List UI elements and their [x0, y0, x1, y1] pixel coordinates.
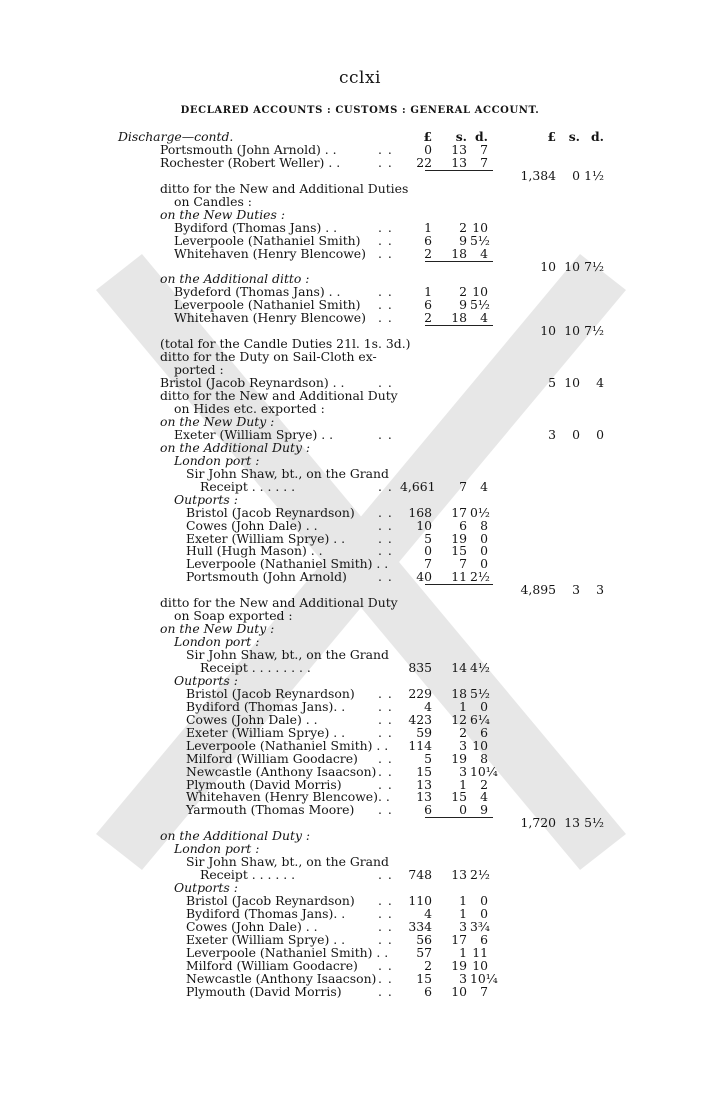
- item-amount-shillings: 2: [459, 284, 467, 300]
- ledger-line: [0, 726, 720, 739]
- line-label: Plymouth (David Morris): [186, 983, 342, 999]
- ledger-line: [0, 985, 720, 998]
- line-label: Outports :: [174, 491, 238, 507]
- ledger-line: [0, 713, 720, 726]
- ledger-line: [0, 609, 720, 622]
- item-amount-pence: 2½: [470, 569, 490, 585]
- leader-dots: . .: [378, 957, 393, 973]
- item-amount-shillings: 13: [451, 867, 467, 883]
- line-label: Milford (William Goodacre): [186, 957, 358, 973]
- item-amount-pence: 6: [480, 724, 488, 740]
- item-amount-pounds: 748: [408, 867, 432, 883]
- ledger-line: [0, 208, 720, 221]
- item-amount-pounds: 110: [408, 893, 432, 908]
- item-amount-pence: 5½: [470, 232, 490, 248]
- line-label: Bydeford (Thomas Jans) . .: [174, 284, 341, 300]
- item-amount-pence: 10: [472, 219, 488, 235]
- item-amount-pounds: 22: [416, 154, 432, 170]
- item-amount-pounds: 57: [416, 944, 432, 960]
- item-amount-pence: 7: [480, 141, 488, 157]
- line-label: Whitehaven (Henry Blencowe): [174, 245, 366, 261]
- item-amount-shillings: 19: [451, 750, 467, 766]
- leader-dots: . .: [378, 724, 393, 740]
- item-amount-pounds: 0: [424, 141, 432, 157]
- ledger-line: [0, 790, 720, 803]
- ledger-line: [0, 402, 720, 415]
- item-amount-shillings: 10: [451, 983, 467, 999]
- line-label: Leverpoole (Nathaniel Smith) . .: [186, 556, 389, 572]
- item-amount-pence: 2: [480, 776, 488, 792]
- leader-dots: . .: [378, 284, 393, 300]
- line-label: on the New Duties :: [160, 206, 285, 222]
- item-amount-pence: 0: [480, 906, 488, 921]
- item-amount-shillings: 1: [459, 893, 467, 908]
- line-label: Leverpoole (Nathaniel Smith): [174, 297, 361, 313]
- ledger-line: [0, 570, 720, 583]
- ledger-line: [0, 467, 720, 480]
- ledger-line: [0, 946, 720, 959]
- leader-dots: . .: [378, 983, 393, 999]
- ledger-line: [0, 765, 720, 778]
- item-amount-pounds: £: [423, 129, 432, 144]
- item-amount-pounds: 15: [416, 763, 432, 779]
- leader-dots: . .: [378, 504, 393, 520]
- ledger-line: [0, 829, 720, 842]
- ledger-line: [0, 415, 720, 428]
- line-label: Portsmouth (John Arnold) . .: [160, 141, 337, 157]
- ledger-line: [0, 363, 720, 376]
- subtotal-amount-pounds: 1,384: [520, 167, 556, 183]
- ledger-line: [0, 648, 720, 661]
- item-amount-shillings: 15: [451, 543, 467, 559]
- item-amount-shillings: 17: [451, 504, 467, 520]
- leader-dots: . .: [378, 893, 393, 908]
- item-amount-pounds: 1: [424, 284, 432, 300]
- ledger-line: [0, 959, 720, 972]
- ledger-line: [0, 532, 720, 545]
- subtotal-amount-pence: 4: [596, 375, 604, 390]
- item-amount-pounds: 5: [424, 750, 432, 766]
- line-label: Discharge—contd.: [118, 129, 234, 144]
- item-amount-pounds: 7: [424, 556, 432, 572]
- item-amount-shillings: 13: [451, 141, 467, 157]
- line-label: Bristol (Jacob Reynardson): [186, 504, 355, 520]
- item-amount-pounds: 229: [408, 685, 432, 701]
- line-label: Exeter (William Sprye) . .: [186, 530, 346, 546]
- leader-dots: . .: [378, 426, 393, 442]
- leader-dots: . .: [378, 543, 393, 559]
- line-label: (total for the Candle Duties 21l. 1s. 3d.): [160, 336, 411, 352]
- item-amount-pence: 10¼: [470, 763, 498, 779]
- item-amount-pounds: 4: [424, 698, 432, 714]
- ledger-line: [0, 596, 720, 609]
- subtotal-amount-pence: 7½: [584, 323, 604, 339]
- line-label: on the New Duty :: [160, 621, 275, 637]
- item-amount-shillings: 15: [451, 789, 467, 805]
- leader-dots: . .: [378, 569, 393, 585]
- line-label: Leverpoole (Nathaniel Smith) . .: [186, 737, 389, 753]
- item-amount-shillings: 1: [459, 944, 467, 960]
- line-label: ported :: [174, 362, 224, 378]
- ledger-line: [0, 493, 720, 506]
- item-amount-pounds: 334: [408, 918, 432, 934]
- line-label: Leverpoole (Nathaniel Smith): [174, 232, 361, 248]
- line-label: on Candles :: [174, 193, 252, 209]
- item-amount-pence: 0: [480, 556, 488, 572]
- item-amount-shillings: 3: [459, 918, 467, 934]
- item-amount-pounds: 5: [424, 530, 432, 546]
- line-label: Outports :: [174, 672, 238, 688]
- line-label: on the Additional ditto :: [160, 271, 310, 287]
- leader-dots: . .: [378, 931, 393, 947]
- item-amount-pounds: 40: [416, 569, 432, 585]
- item-amount-shillings: 17: [451, 931, 467, 947]
- item-amount-pence: 2½: [470, 867, 490, 883]
- line-label: Sir John Shaw, bt., on the Grand: [186, 465, 389, 481]
- subtotal-amount-shillings: 10: [564, 323, 580, 339]
- line-label: ditto for the New and Additional Duty: [160, 388, 398, 403]
- leader-dots: . .: [378, 530, 393, 546]
- subtotal-amount-pounds: 1,720: [520, 815, 556, 831]
- item-amount-pence: 8: [480, 750, 488, 766]
- ledger-line: [0, 143, 720, 156]
- leader-dots: . .: [378, 763, 393, 779]
- line-label: Bydiford (Thomas Jans) . .: [174, 219, 338, 235]
- subtotal-amount-pence: d.: [591, 129, 604, 144]
- line-label: London port :: [174, 452, 260, 468]
- item-amount-pounds: 6: [424, 983, 432, 999]
- line-label: ditto for the Duty on Sail-Cloth ex-: [160, 349, 377, 365]
- item-amount-shillings: 1: [459, 776, 467, 792]
- item-amount-pence: 3¾: [470, 918, 490, 934]
- subtotal-amount-shillings: s.: [568, 129, 580, 144]
- line-label: Bydiford (Thomas Jans). .: [186, 906, 346, 921]
- ledger-line: [0, 894, 720, 907]
- subtotal-amount-pounds: 10: [540, 258, 556, 274]
- ledger-line: [0, 169, 720, 182]
- item-amount-shillings: 13: [451, 154, 467, 170]
- line-label: Receipt . . . . . . . .: [200, 659, 311, 675]
- leader-dots: . .: [378, 297, 393, 313]
- line-label: on the New Duty :: [160, 413, 275, 429]
- ledger-line: [0, 752, 720, 765]
- line-label: Bristol (Jacob Reynardson): [186, 685, 355, 701]
- item-amount-pence: 7: [480, 983, 488, 999]
- item-amount-pence: 10: [472, 737, 488, 753]
- ledger-line: [0, 480, 720, 493]
- leader-dots: . .: [378, 232, 393, 248]
- item-amount-pounds: 2: [424, 957, 432, 973]
- line-label: Newcastle (Anthony Isaacson): [186, 970, 377, 986]
- ledger-line: [0, 441, 720, 454]
- item-amount-pence: 4: [480, 789, 488, 805]
- leader-dots: . .: [378, 517, 393, 533]
- item-amount-pounds: 10: [416, 517, 432, 533]
- ledger-line: [0, 816, 720, 829]
- line-label: Outports :: [174, 880, 238, 896]
- ledger-line: [0, 506, 720, 519]
- ledger-line: [0, 920, 720, 933]
- leader-dots: . .: [378, 918, 393, 934]
- line-label: London port :: [174, 634, 260, 649]
- ledger-line: [0, 221, 720, 234]
- ledger-line: [0, 234, 720, 247]
- line-label: Sir John Shaw, bt., on the Grand: [186, 647, 389, 662]
- subtotal-amount-shillings: 0: [572, 167, 580, 183]
- item-amount-shillings: 2: [459, 724, 467, 740]
- leader-dots: . .: [378, 478, 393, 494]
- line-label: Receipt . . . . . .: [200, 478, 296, 494]
- ledger-line: [0, 855, 720, 868]
- ledger-line: [0, 454, 720, 467]
- ledger-line: [0, 907, 720, 920]
- ledger-line: [0, 272, 720, 285]
- item-amount-pence: 8: [480, 517, 488, 533]
- leader-dots: . .: [378, 685, 393, 701]
- item-amount-shillings: 7: [459, 556, 467, 572]
- item-amount-shillings: 3: [459, 737, 467, 753]
- item-amount-pence: 7: [480, 154, 488, 170]
- item-amount-pounds: 13: [416, 789, 432, 805]
- item-amount-shillings: 19: [451, 530, 467, 546]
- ledger-line: [0, 868, 720, 881]
- line-label: Exeter (William Sprye) . .: [174, 426, 334, 442]
- leader-dots: . .: [378, 711, 393, 727]
- item-amount-pence: 10: [472, 957, 488, 973]
- item-amount-pounds: 6: [424, 802, 432, 818]
- item-amount-pence: 0: [480, 893, 488, 908]
- ledger-line: [0, 311, 720, 324]
- item-amount-pence: 9: [480, 802, 488, 818]
- line-label: on the Additional Duty :: [160, 439, 311, 455]
- ledger-line: [0, 739, 720, 752]
- ledger-line: [0, 881, 720, 894]
- line-label: London port :: [174, 841, 260, 857]
- leader-dots: . .: [378, 154, 393, 170]
- ledger-line: [0, 674, 720, 687]
- ledger-line: [0, 182, 720, 195]
- item-amount-shillings: 9: [459, 232, 467, 248]
- item-amount-shillings: 1: [459, 698, 467, 714]
- subtotal-amount-pounds: 3: [548, 426, 556, 442]
- leader-dots: . .: [378, 245, 393, 261]
- leader-dots: . .: [378, 698, 393, 714]
- line-label: Bristol (Jacob Reynardson) . .: [160, 375, 345, 390]
- line-label: Exeter (William Sprye) . .: [186, 724, 346, 740]
- item-amount-pence: 0: [480, 698, 488, 714]
- line-label: Whitehaven (Henry Blencowe). .: [186, 789, 390, 805]
- leader-dots: . .: [378, 970, 393, 986]
- subtotal-amount-shillings: 10: [564, 375, 580, 390]
- item-amount-pounds: 168: [408, 504, 432, 520]
- line-label: Whitehaven (Henry Blencowe): [174, 310, 366, 326]
- item-amount-shillings: 2: [459, 219, 467, 235]
- ledger-line: [0, 389, 720, 402]
- line-label: Cowes (John Dale) . .: [186, 711, 318, 727]
- item-amount-pounds: 59: [416, 724, 432, 740]
- leader-dots: . .: [378, 219, 393, 235]
- leader-dots: . .: [378, 906, 393, 921]
- item-amount-shillings: 18: [451, 245, 467, 261]
- item-amount-pence: 4½: [470, 659, 490, 675]
- line-label: Bydiford (Thomas Jans). .: [186, 698, 346, 714]
- line-label: Cowes (John Dale) . .: [186, 517, 318, 533]
- ledger-line: [0, 247, 720, 260]
- running-head: DECLARED ACCOUNTS : CUSTOMS : GENERAL ACCOUNT.: [180, 105, 540, 116]
- item-amount-shillings: 14: [451, 659, 467, 675]
- item-amount-shillings: 11: [451, 569, 467, 585]
- line-label: Cowes (John Dale) . .: [186, 918, 318, 934]
- item-amount-shillings: 9: [459, 297, 467, 313]
- page-number: cclxi: [338, 68, 381, 88]
- item-amount-pence: 5½: [470, 685, 490, 701]
- item-amount-pence: 4: [480, 245, 488, 261]
- subtotal-amount-shillings: 3: [572, 582, 580, 598]
- ledger-line: [0, 803, 720, 816]
- ledger-line: [0, 700, 720, 713]
- item-amount-shillings: 19: [451, 957, 467, 973]
- item-amount-pence: 0: [480, 543, 488, 559]
- line-label: Exeter (William Sprye) . .: [186, 931, 346, 947]
- item-amount-pounds: 423: [408, 711, 432, 727]
- ledger-line: [0, 428, 720, 441]
- item-amount-shillings: 7: [459, 478, 467, 494]
- section-heading: [0, 130, 720, 143]
- subtotal-amount-pence: 3: [596, 582, 604, 598]
- ledger-line: [0, 972, 720, 985]
- subtotal-amount-pence: 1½: [584, 167, 604, 183]
- ledger-line: [0, 519, 720, 532]
- leader-dots: . .: [378, 141, 393, 157]
- subtotal-amount-shillings: 10: [564, 258, 580, 274]
- leader-dots: . .: [378, 310, 393, 326]
- leader-dots: . .: [378, 776, 393, 792]
- ledger-line: [0, 156, 720, 169]
- item-amount-shillings: 6: [459, 517, 467, 533]
- ledger-line: [0, 260, 720, 273]
- ledger-line: [0, 350, 720, 363]
- line-label: ditto for the New and Additional Duties: [160, 180, 409, 196]
- line-label: Leverpoole (Nathaniel Smith) . .: [186, 944, 389, 960]
- line-label: Bristol (Jacob Reynardson): [186, 893, 355, 908]
- ledger-line: [0, 687, 720, 700]
- item-amount-pounds: 2: [424, 245, 432, 261]
- subtotal-amount-shillings: 13: [564, 815, 580, 831]
- item-amount-pence: 6¼: [470, 711, 490, 727]
- item-amount-pence: 4: [480, 478, 488, 494]
- item-amount-shillings: 18: [451, 685, 467, 701]
- subtotal-amount-pounds: 5: [548, 375, 556, 390]
- item-amount-pounds: 56: [416, 931, 432, 947]
- subtotal-amount-pence: 0: [596, 426, 604, 442]
- item-amount-pence: 0: [480, 530, 488, 546]
- item-amount-pence: 6: [480, 931, 488, 947]
- leader-dots: . .: [378, 802, 393, 818]
- item-amount-shillings: 18: [451, 310, 467, 326]
- line-label: Milford (William Goodacre): [186, 750, 358, 766]
- item-amount-pounds: 15: [416, 970, 432, 986]
- item-amount-pence: 11: [472, 944, 488, 960]
- subtotal-amount-pounds: £: [547, 129, 556, 144]
- item-amount-pence: 4: [480, 310, 488, 326]
- item-amount-pounds: 2: [424, 310, 432, 326]
- subtotal-amount-pounds: 4,895: [520, 582, 556, 598]
- item-amount-pounds: 4: [424, 906, 432, 921]
- item-amount-pence: 10: [472, 284, 488, 300]
- item-amount-shillings: s.: [455, 129, 467, 144]
- item-amount-pounds: 6: [424, 232, 432, 248]
- subtotal-amount-pence: 5½: [584, 815, 604, 831]
- line-label: on the Additional Duty :: [160, 828, 311, 844]
- line-label: Portsmouth (John Arnold): [186, 569, 347, 585]
- line-label: Sir John Shaw, bt., on the Grand: [186, 854, 389, 870]
- line-label: on Hides etc. exported :: [174, 400, 325, 416]
- item-amount-shillings: 1: [459, 906, 467, 921]
- leader-dots: . .: [378, 750, 393, 766]
- line-label: Newcastle (Anthony Isaacson): [186, 763, 377, 779]
- item-amount-shillings: 12: [451, 711, 467, 727]
- item-amount-pounds: 6: [424, 297, 432, 313]
- line-label: ditto for the New and Additional Duty: [160, 595, 398, 611]
- subtotal-amount-pence: 7½: [584, 258, 604, 274]
- item-amount-pounds: 1: [424, 219, 432, 235]
- ledger-line: [0, 933, 720, 946]
- ledger-line: [0, 285, 720, 298]
- item-amount-pence: 0½: [470, 504, 490, 520]
- line-label: Plymouth (David Morris): [186, 776, 342, 792]
- ledger-line: [0, 557, 720, 570]
- item-amount-pounds: 0: [424, 543, 432, 559]
- ledger-line: [0, 622, 720, 635]
- line-label: Hull (Hugh Mason) . .: [186, 543, 323, 559]
- line-label: on Soap exported :: [174, 608, 293, 624]
- item-amount-shillings: 3: [459, 763, 467, 779]
- line-label: Rochester (Robert Weller) . .: [160, 154, 341, 170]
- item-amount-shillings: 3: [459, 970, 467, 986]
- item-amount-pence: 10¼: [470, 970, 498, 986]
- item-amount-shillings: 0: [459, 802, 467, 818]
- item-amount-pounds: 114: [408, 737, 432, 753]
- item-amount-pence: d.: [475, 129, 488, 144]
- item-amount-pounds: 4,661: [400, 478, 436, 494]
- item-amount-pence: 5½: [470, 297, 490, 313]
- subtotal-amount-pounds: 10: [540, 323, 556, 339]
- subtotal-amount-shillings: 0: [572, 426, 580, 442]
- leader-dots: . .: [378, 867, 393, 883]
- line-label: Receipt . . . . . .: [200, 867, 296, 883]
- leader-dots: . .: [378, 375, 393, 390]
- ledger-line: [0, 661, 720, 674]
- item-amount-pounds: 835: [408, 659, 432, 675]
- ledger-line: [0, 195, 720, 208]
- item-amount-pounds: 13: [416, 776, 432, 792]
- line-label: Yarmouth (Thomas Moore): [186, 802, 355, 818]
